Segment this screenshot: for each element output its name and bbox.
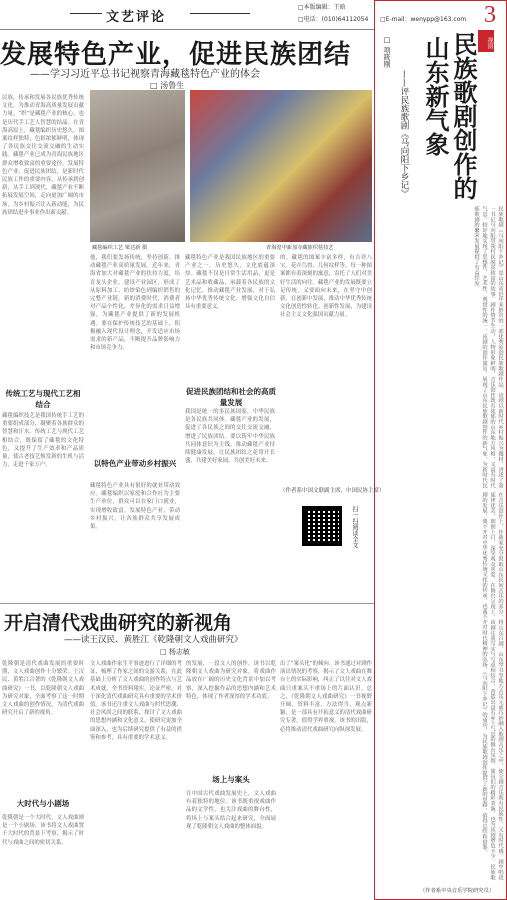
article3-headline-a[interactable]: 民族歌剧创作的: [449, 32, 477, 200]
article3-byline: □ 项筱刚: [383, 36, 391, 68]
article3-headline-b[interactable]: 山东新气象: [421, 36, 449, 156]
email-address[interactable]: □E-mail：wenypp@163.com: [380, 16, 467, 23]
editor-credit: □本版编辑：王晗: [298, 4, 346, 11]
header-divider: [0, 29, 374, 30]
article1-column-2: 他，我们要发扬传统，坚持创新，推动藏毯产业高质量发展。近年来，青海省加大对藏毯产业的扶持力度，培育龙头企业，建设产业园区，形成了从原料加工、纺纱染色到编织销售的完整产业链。新的消费时代，消费者对产品个性化、差异化的需求日益增强，为藏毯产业提供了新的发展机遇。要在保护传统技艺的基础上，积极融入现代设计理念，开发适应市场需求的新产品，不断提升品牌影响力和市场竞争力。: [90, 255, 180, 352]
article2-subhead-1: 大时代与小剧场: [16, 799, 70, 808]
header-rule-right: [190, 13, 250, 14]
article2-column-3: 的发展，一段文人的创作。该书以乾隆朝文人戏曲为研究对象，将戏曲作品放在广阔的历史文化背景中加以考察，深入挖掘作品的思想内涵和艺术特色，体现了作者深厚的学术功底。: [186, 661, 276, 700]
article2-byline: □ 杨志敏: [160, 648, 190, 656]
article1-column-3b: 我国是统一的多民族国家，中华民族是各民族共同体。藏毯产业的发展，促进了各民族之间的交往交流交融，增进了民族团结。要以铸牢中华民族共同体意识为主线，推动藏毯产业持续健康发展，让民族团结之花常开长盛，共建美好家园，共创美好未来。: [185, 409, 275, 465]
article1-photo-weaving: [90, 90, 185, 242]
article1-column-2b: 藏毯特色产业具有很好的就业带动效应。藏毯编织以家庭和合作社为主要生产单位，群众可以在家门口就业，实现增收致富。发展特色产业，带动乡村振兴，让各族群众共享发展成果。: [90, 483, 180, 531]
article1-subhead-1: 传统工艺与现代工艺相结合: [5, 389, 81, 409]
article1-column-4: 的。藏毯的图案丰富多样，有吉祥八宝、花卉鸟兽、几何纹样等，每一种图案都有着深刻的寓意，寄托了人们对美好生活的向往。藏毯产业的发展既要立足传统，又要面向未来，在坚守中创新，在创新中发展，推动中华优秀传统文化创造性转化、创新性发展，为建设社会主义文化强国贡献力量。: [280, 255, 372, 319]
article1-byline: □ 汤鲁生: [150, 81, 185, 90]
article1-column-3: 藏毯特色产业是我国民族地区的重要产业之一，历史悠久，文化底蕴深厚。藏毯不仅是日常生活用品，更是艺术品和收藏品，承载着各民族的文化记忆。推动藏毯产业发展，对于弘扬中华优秀传统文化、增强文化自信具有重要意义。: [185, 255, 275, 311]
article2-column-3b: 在中国古代戏曲发展史上，文人戏曲有着独特的地位。该书既重视戏曲作品的文学性，也关注戏曲的舞台性，将场上与案头结合起来研究，全面展现了乾隆朝文人戏曲的整体面貌。: [186, 791, 276, 830]
article1-photo2-caption: 青海湟中新加寺藏族织毯技艺: [266, 245, 334, 251]
article3-source-note: （作者系中央音乐学院研究员）: [420, 888, 495, 894]
article2-column-2: 文人戏曲作家生平事迹进行了详细的考证，梳理了作家之间的交游关系，在此基础上分析了文人戏曲的创作特点与艺术成就。全书资料翔实，论证严密，对于深化清代戏曲研究具有重要的学术价值。该书还注重文人戏曲与时代思潮、社会风尚之间的联系，探讨了文人戏曲的思想内涵和文化意义，使研究更加全面深入，也为后续研究提供了有益的借鉴和参考，具有重要的学术意义。: [90, 661, 182, 741]
article1-column-1: 民族，传承和发展各民族优秀传统文化，为推动青海高质量发展贡献力量。“织”是藏毯产业的核心，也是历代手工艺人智慧的结晶。在青海高原上，藏毯编织历史悠久，图案纹样独特，色彩浓郁鲜明，体现了各民族交往交流交融的生动实践。藏毯产业已成为青海民族地区群众增收致富的重要途径。发展特色产业，促进民族团结，是新时代民族工作的重要内容。从传承到创新，从手工到现代，藏毯产业不断拓展发展空间，走向更加广阔的市场，为乡村振兴注入新动能，为民族团结进步事业作出新贡献。: [2, 95, 84, 216]
article1-photo1-caption: 藏毯编织工艺 梁达新 摄: [92, 245, 148, 251]
header-rule-left: [70, 13, 102, 14]
page-number: 3: [484, 2, 496, 28]
article1-subhead-3: 促进民族团结和社会的高质量发展: [186, 387, 276, 407]
article2-subheadline: ——读王汉民、黄胜江《乾隆朝文人戏曲研究》: [64, 635, 243, 645]
article1-photo-carpet: [190, 90, 372, 242]
article3-text-upper: 民族歌剧《马向阳下乡记》是山东省近年来推出的一部优秀原创民族歌剧作品。该剧以新时代乡村振兴为题材，讲述了第一书记马向阳带领村民脱贫致富的故事。剧作情节生动，人物形象鲜明，音乐创作既有浓郁的山东地方风格，又富有时代气息，较好地实现了思想性、艺术性、观赏性的统一。该剧的创作演出，展现了山东民族歌剧创作的新气象，为新时代民族歌剧的繁荣发展提供了有益经验。: [473, 206, 503, 488]
phone-number: □电话：(010)64112054: [298, 16, 369, 23]
article3-subheadline: ——评民族歌剧《马向阳下乡记》: [399, 70, 409, 198]
article1-source-note: （作者系中国文联副主席、中国民协主席）: [280, 488, 385, 494]
article2-column-1b: 乾隆朝是一个大时代，文人戏曲则是一个小剧场。该书将文人戏曲置于大时代的背景下考察，揭示了时代与戏曲之间的密切关系。: [2, 815, 84, 846]
article2-column-1: 乾隆朝是清代戏曲发展的重要时期，文人戏曲创作十分繁荣。王汉民、黄胜江合著的《乾隆朝文人戏曲研究》一书，以乾隆朝文人戏曲为研究对象，全面考察了这一时期文人戏曲的创作情况，为清代戏曲研究开启了新的视角。: [2, 661, 84, 717]
article1-headline[interactable]: 发展特色产业，促进民族团结: [0, 40, 352, 70]
article3-tag: 视窗: [478, 30, 494, 52]
qr-caption: 扫一扫阅读全文: [351, 506, 358, 548]
article1-column-1b: 藏毯编织技艺是我国传统手工艺的重要组成部分，凝聚着各族群众的智慧和汗水。传统工艺与现代工艺相结合，既保留了藏毯的文化特色，又提升了生产效率和产品质量，使古老技艺焕发新的生机与活力，走进千家万户。: [2, 413, 84, 469]
article1-subhead-2: 以特色产业带动乡村振兴: [93, 459, 177, 468]
qr-code[interactable]: [302, 506, 342, 546]
article3-text-lower: 在音乐创作上，作曲家充分汲取山东民间音乐的养分，将山东吕剧、山东琴书等地方音乐元素巧妙融入歌剧音乐之中，使全剧音乐既有民族性，又有时代感。剧中唱段旋律优美，朗朗上口，深受观众喜爱。在舞台呈现上，该剧注重写实与写意相结合，营造出富有乡土气息的舞台氛围。演员们的精彩表演，也为该剧增色不少。民族歌剧的发展，离不开对中华优秀传统文化的传承，也离不开对时代精神的弘扬。《马向阳下乡记》的成功，为民族歌剧创作提供了新的思路，值得总结和借鉴。: [481, 492, 503, 880]
article-divider: [0, 603, 374, 604]
article1-subheadline: ——学习习近平总书记视察青海藏毯特色产业的体会: [30, 69, 260, 80]
section-title: 文艺评论: [106, 10, 167, 25]
article2-column-4: 出了“案头化”的倾向。该书通过对剧作演出情况的考察，揭示了文人戏曲在舞台上的实际影响，纠正了以往对文人戏曲只重案头不重场上的片面认识。总之，《乾隆朝文人戏曲研究》一书视野开阔，资料丰富，方法得当，观点新颖，是一部具有开拓意义的清代戏曲研究专著，值得学界重视。该书的出版，必将推动清代戏曲研究向纵深发展。: [280, 661, 372, 733]
article2-headline[interactable]: 开启清代戏曲研究的新视角: [4, 612, 233, 634]
article2-subhead-2: 场上与案头: [212, 775, 250, 784]
